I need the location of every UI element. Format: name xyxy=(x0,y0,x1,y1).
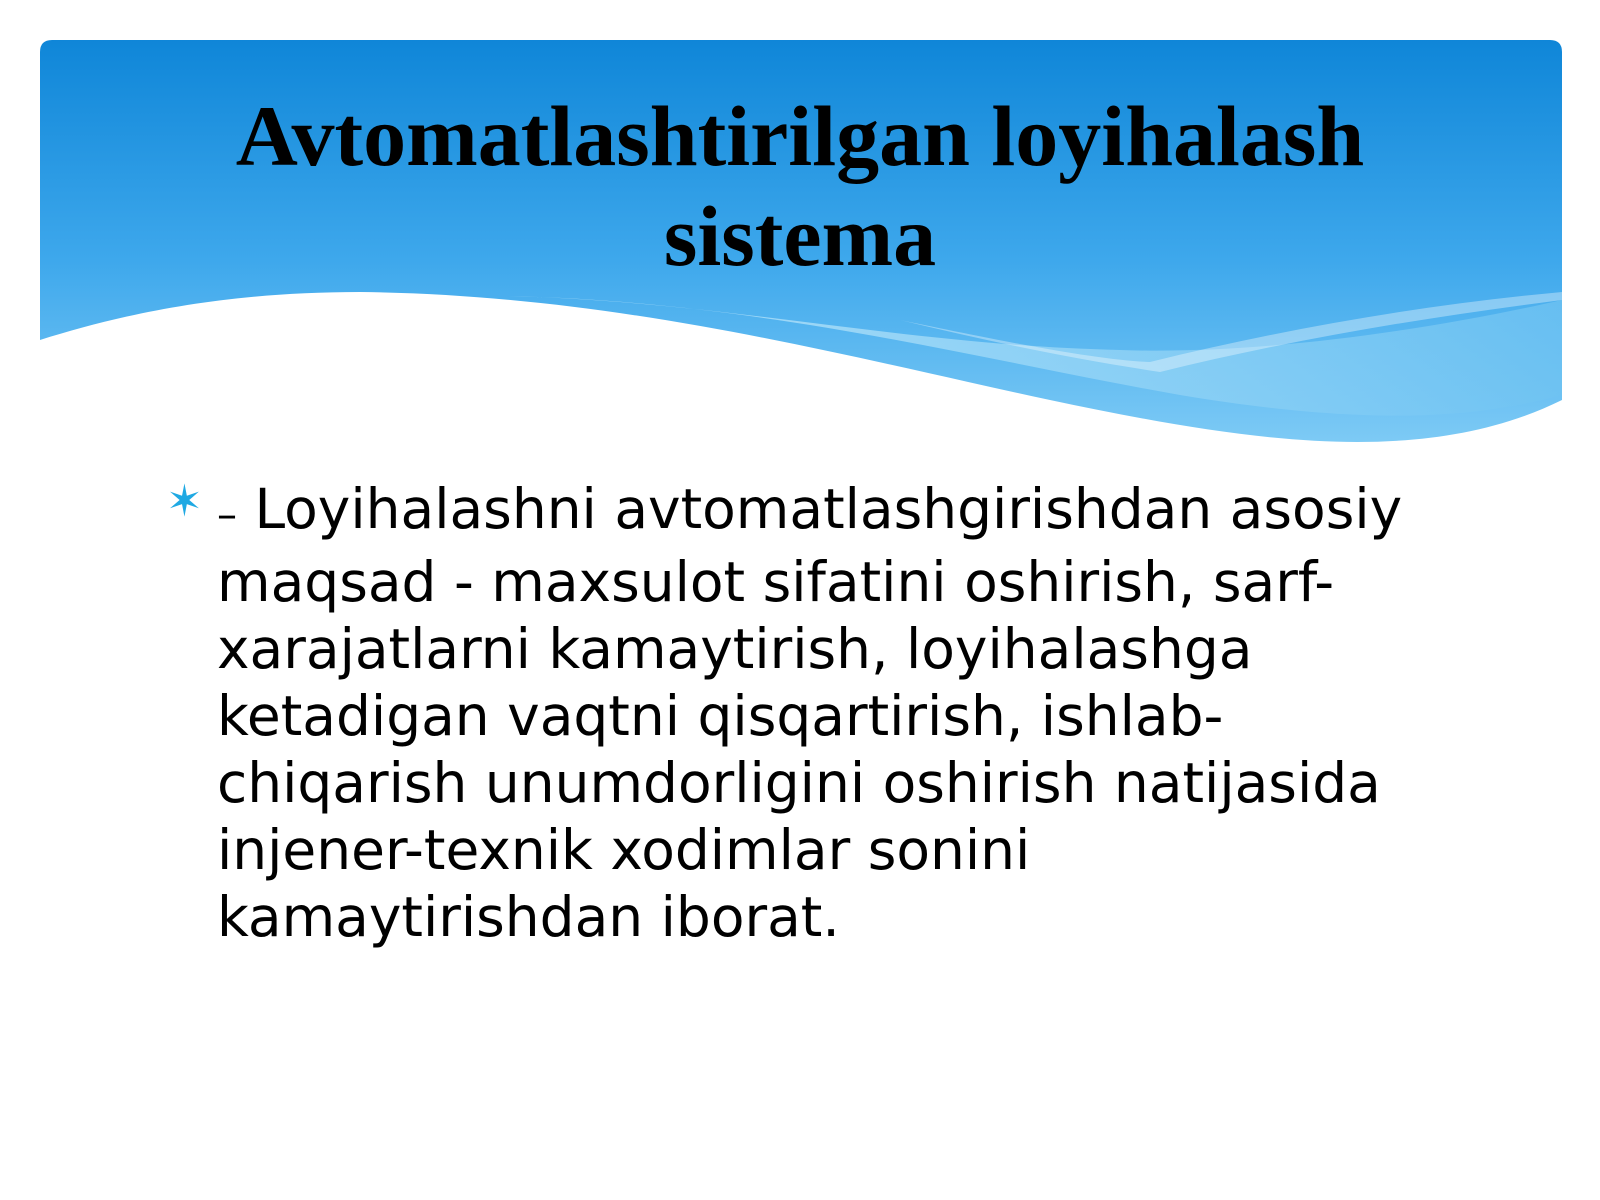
bullet-item xyxy=(166,476,1436,951)
slide-body xyxy=(166,476,1436,951)
asterisk-bullet-icon: ✶ xyxy=(166,476,203,527)
slide-title: Avtomatlashtirilgan loyihalash sistema xyxy=(235,88,1365,284)
bullet-text xyxy=(217,476,1436,951)
bullet-dash: – xyxy=(217,492,237,538)
bullet-text-body: Loyihalashni avtomatlashgirishdan asosiy maqsad - maxsulot sifatini oshirish, sarf-xarajatlarni kamaytirish, loyihalashga ketadigan vaqtni qisqartirish, ishlab- chiqarish unumdorligini oshirish natijasida injener-texnik xodimlar sonini kamaytirishdan iborat. xyxy=(217,477,1403,949)
